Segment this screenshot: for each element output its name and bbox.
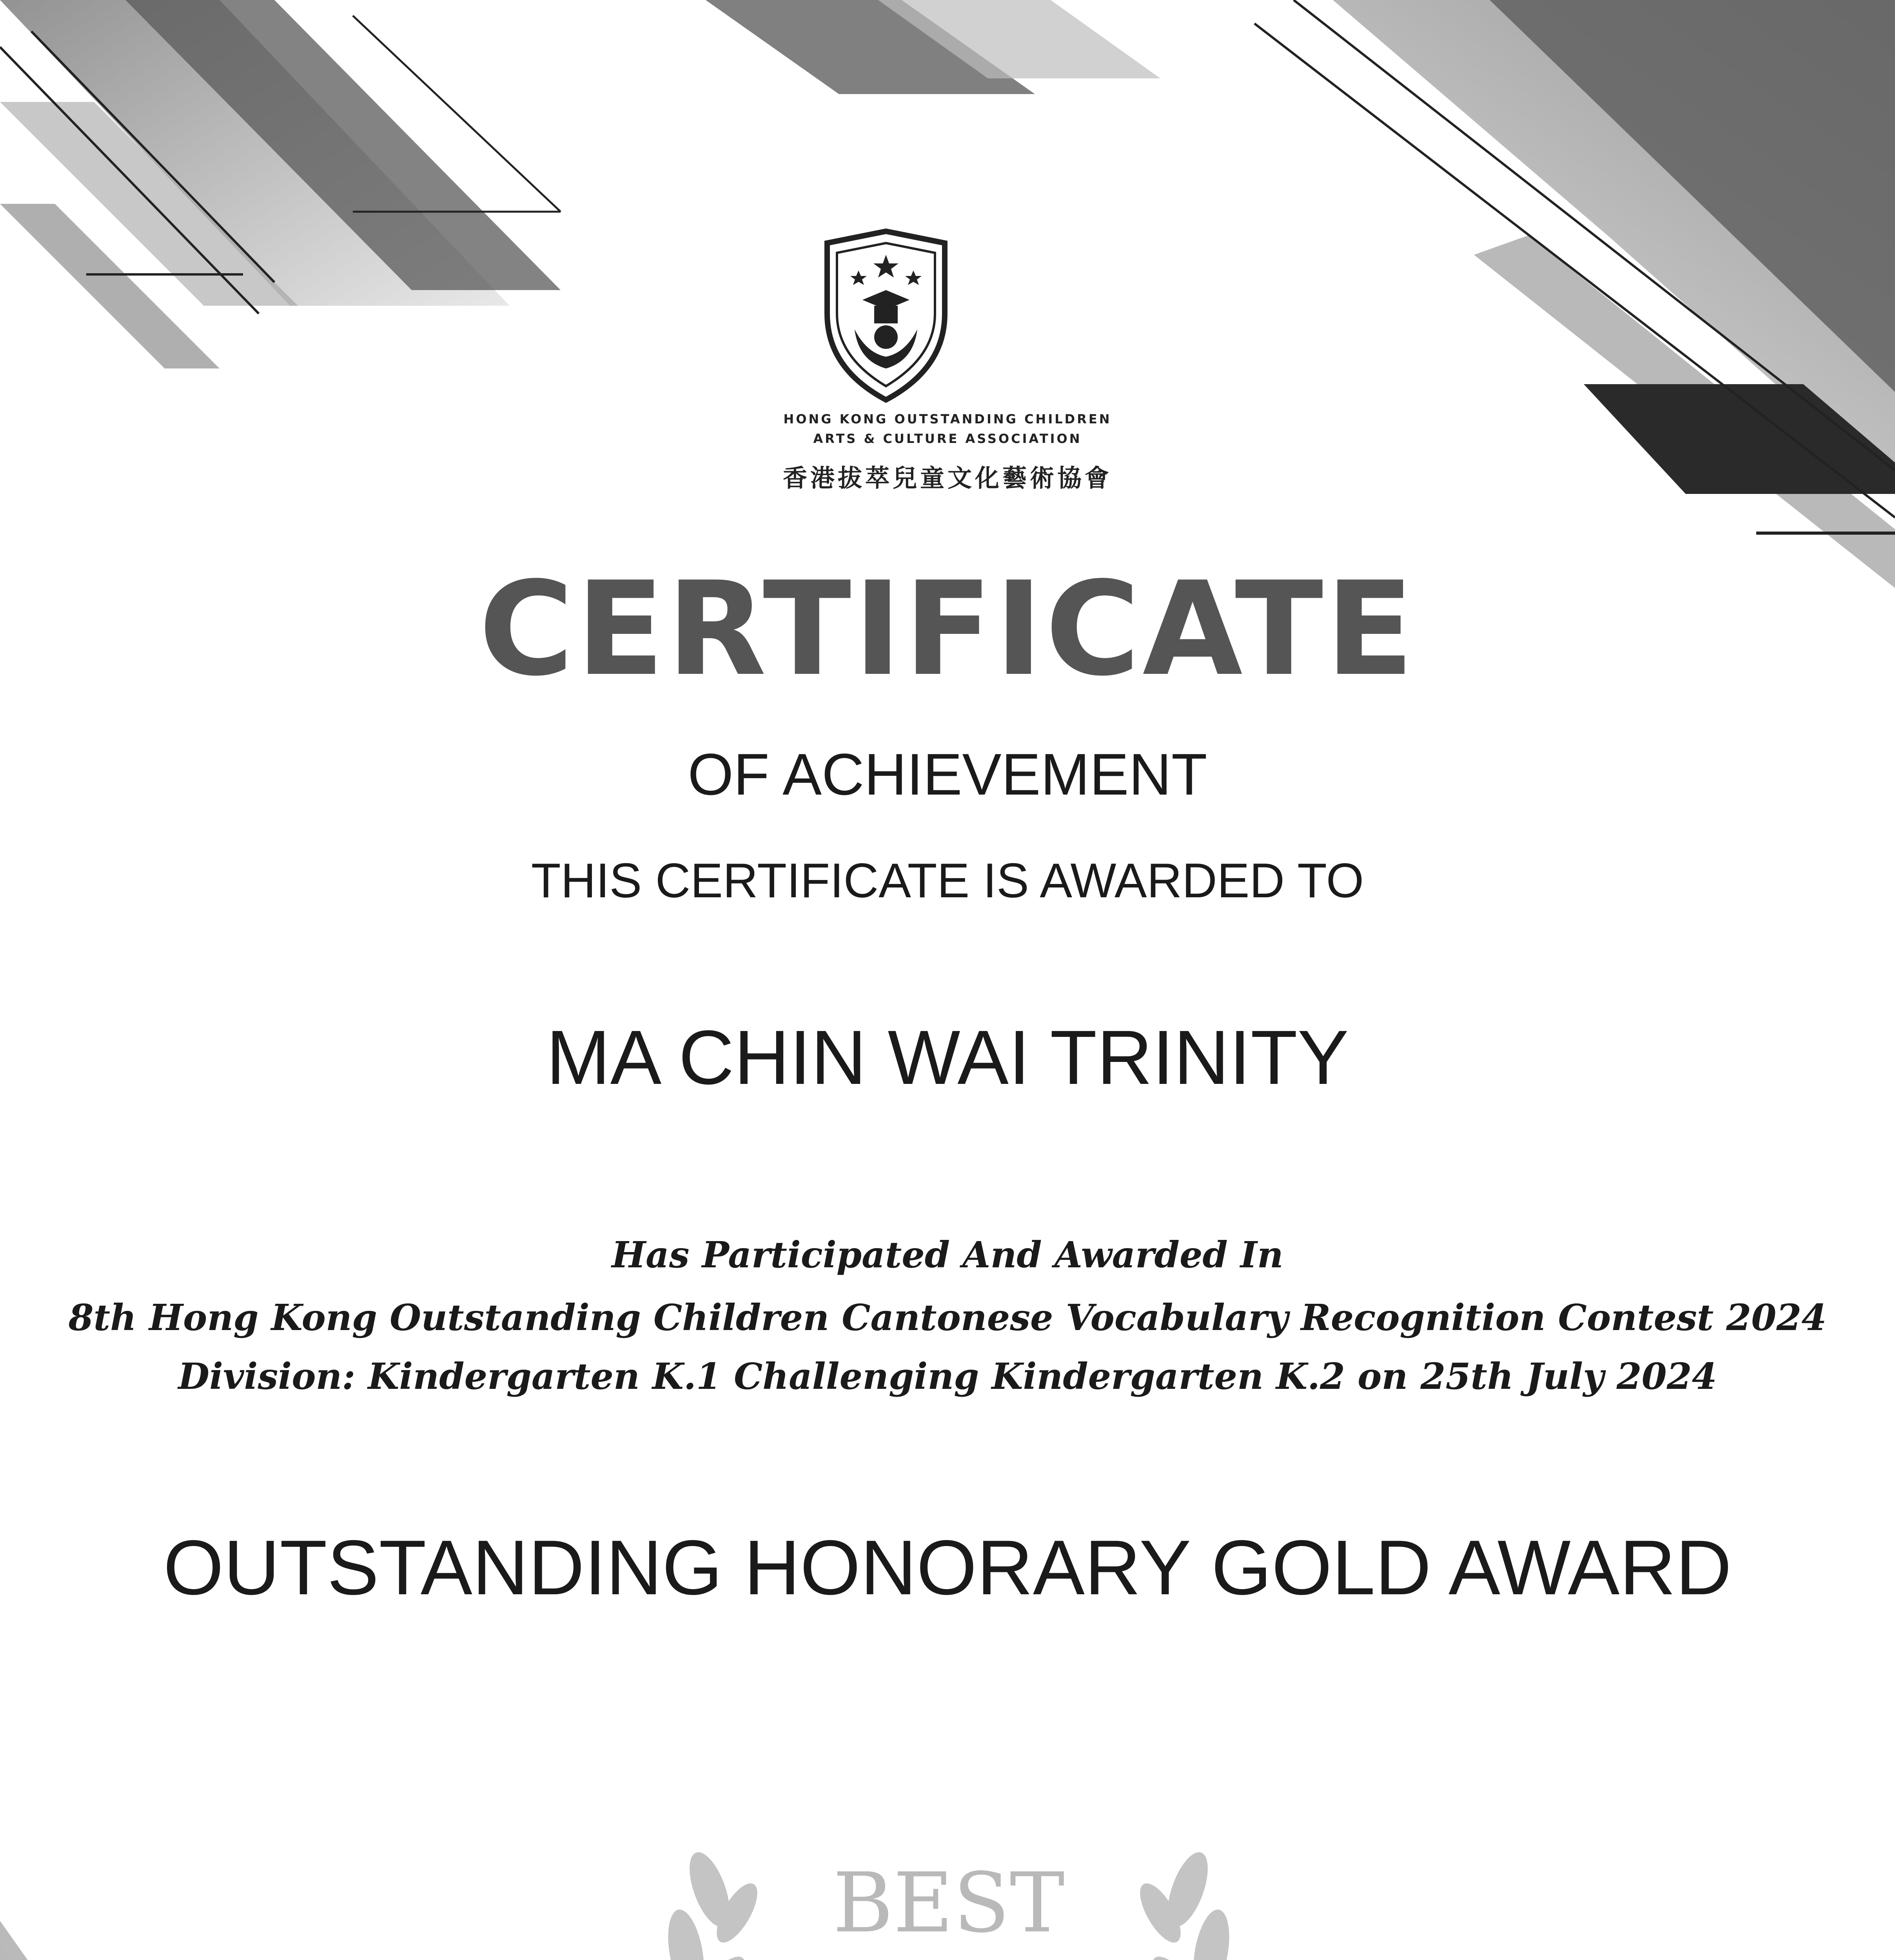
award-title: OUTSTANDING HONORARY GOLD AWARD <box>163 1524 1732 1611</box>
division-date-line: Division: Kindergarten K.1 Challenging Kindergarten K.2 on 25th July 2024 <box>178 1355 1717 1397</box>
contest-name-line: 8th Hong Kong Outstanding Children Cantonese Vocabulary Recognition Contest 2024 <box>68 1296 1827 1339</box>
awarded-to-line: THIS CERTIFICATE IS AWARDED TO <box>531 854 1364 908</box>
shield-graduate-stars-icon <box>815 227 957 408</box>
top-center-decoration <box>706 0 1160 94</box>
organization-name-en-line1: HONG KONG OUTSTANDING CHILDREN <box>783 412 1112 426</box>
certificate-title: CERTIFICATE <box>479 554 1416 704</box>
top-right-decoration <box>1176 0 1895 635</box>
top-left-decoration <box>0 0 561 368</box>
participation-line: Has Participated And Awarded In <box>612 1234 1283 1276</box>
certificate-subtitle: OF ACHIEVEMENT <box>688 741 1207 807</box>
best-award-badge <box>612 1811 1286 1960</box>
recipient-name: MA CHIN WAI TRINITY <box>546 1014 1349 1100</box>
organization-name-zh: 香港拔萃兒童文化藝術協會 <box>782 464 1112 492</box>
organization-name-en-line2: ARTS & CULTURE ASSOCIATION <box>813 431 1082 446</box>
badge-best-text: BEST <box>833 1855 1065 1951</box>
bottom-left-decoration <box>0 1921 706 1960</box>
